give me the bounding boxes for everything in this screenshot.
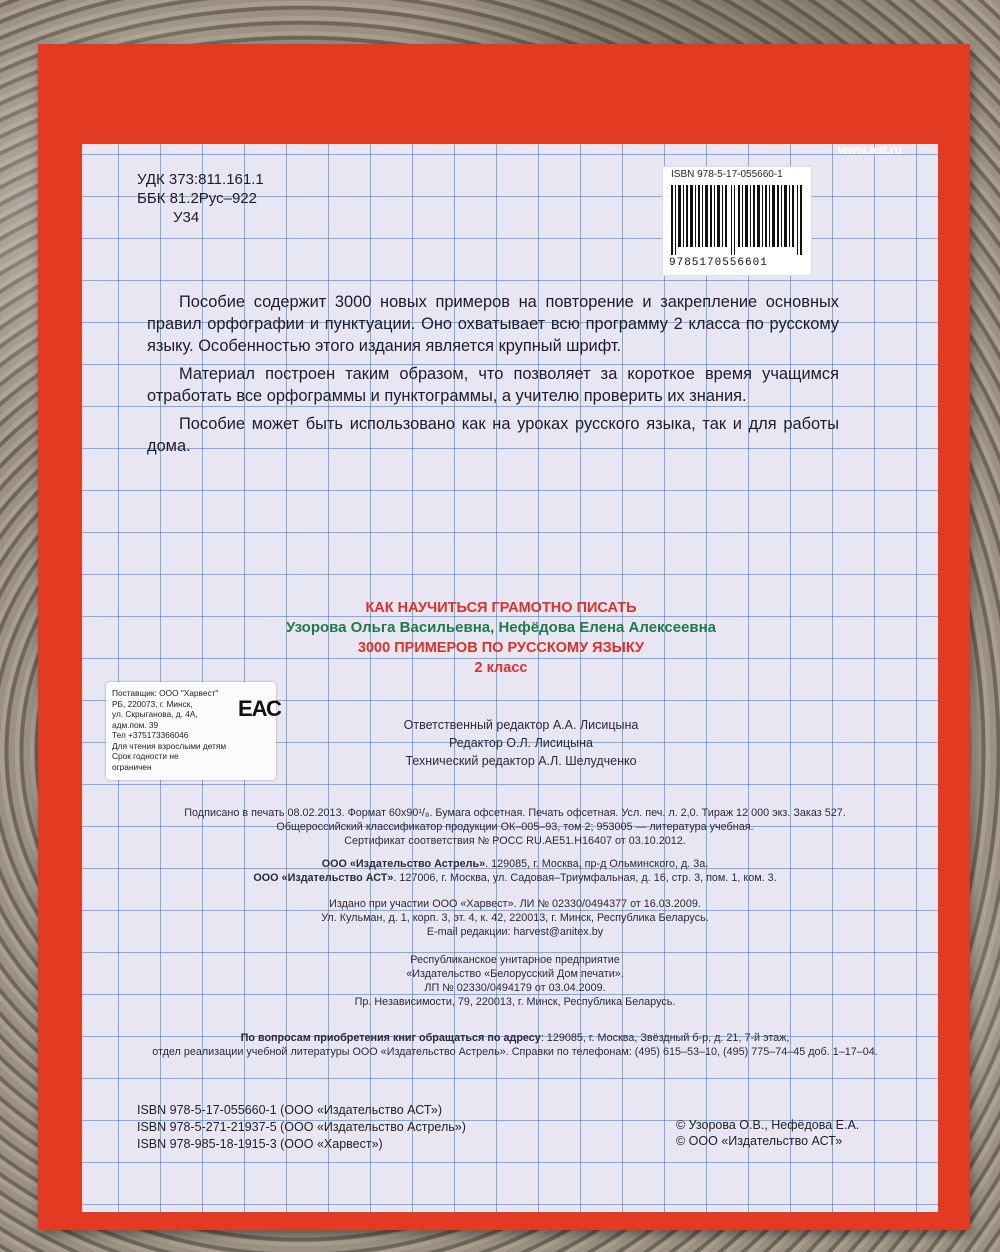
site-url: www.ast.ru bbox=[838, 143, 902, 157]
barcode-icon bbox=[671, 185, 803, 255]
sticker-line: РБ, 220073, г. Минск, bbox=[112, 698, 193, 709]
orders-line bbox=[150, 1031, 880, 1045]
orders-info bbox=[150, 1031, 880, 1059]
print-line: Общероссийский классификатор продукции ОК–005–93, том 2; 953005 — литература учебная. bbox=[276, 821, 754, 833]
barcode-digits: 9785170556601 bbox=[669, 257, 768, 269]
sticker-line: ограничен bbox=[112, 761, 152, 772]
sticker-line: Поставщик: ООО "Харвест" bbox=[112, 688, 219, 698]
editor-line: Ответственный редактор А.А. Лисицына bbox=[403, 718, 639, 732]
sticker-text bbox=[112, 688, 230, 772]
grade: 2 класс bbox=[474, 660, 528, 676]
classification-codes bbox=[137, 170, 264, 227]
orders-line: отдел реализации учебной литературы ООО «Издательство Астрель». Справки по телефонам: (495) 615–53–10, (495) 775–74–45 доб. 1–17–04. bbox=[152, 1046, 878, 1058]
authors: Узорова Ольга Васильевна, Нефёдова Елена Алексеевна bbox=[285, 619, 717, 636]
harvest-line: Ул. Кульман, д. 1, корп. 3, эт. 4, к. 42, 220013, г. Минск, Республика Беларусь. bbox=[321, 912, 709, 924]
description-paragraph: Пособие содержит 3000 новых примеров на повторение и закрепление основных правил орфографии и пунктуации. Оно охватывает всю программу 2 класса по русскому языку. Особенностью этого издания является крупный шрифт. bbox=[147, 293, 839, 355]
publisher-name: ООО «Издательство АСТ» bbox=[253, 872, 394, 884]
sticker-line: Срок годности не bbox=[112, 751, 179, 761]
editor-line: Редактор О.Л. Лисицына bbox=[448, 736, 594, 750]
barcode-block bbox=[662, 166, 812, 276]
copyright-line: © ООО «Издательство АСТ» bbox=[676, 1134, 843, 1148]
print-info bbox=[150, 806, 880, 848]
editor-line: Технический редактор А.Л. Шелудченко bbox=[405, 754, 637, 768]
printer-line: Пр. Независимости, 79, 220013, г. Минск, Республика Беларусь. bbox=[354, 996, 676, 1008]
printer-line: ЛП № 02330/0494179 от 03.04.2009. bbox=[424, 982, 606, 994]
book-title: 3000 ПРИМЕРОВ ПО РУССКОМУ ЯЗЫКУ bbox=[357, 640, 645, 656]
editors-list bbox=[316, 716, 726, 770]
isbn-list bbox=[137, 1102, 466, 1153]
barcode-isbn-label: ISBN 978-5-17-055660-1 bbox=[671, 169, 783, 180]
publisher-address: . 127006, г. Москва, ул. Садовая–Триумфальная, д. 16, стр. 3, пом. 1, ком. 3. bbox=[393, 872, 777, 884]
publishers-info bbox=[150, 857, 880, 885]
description-paragraph: Пособие может быть использовано как на уроках русского языка, так и для работы дома. bbox=[147, 415, 839, 455]
print-line: Сертификат соответствия № РОСС RU.AE51.H16407 от 03.10.2012. bbox=[344, 835, 686, 847]
sticker-line: Для чтения взрослыми детям bbox=[112, 740, 227, 751]
title-block bbox=[236, 598, 766, 678]
isbn-line: ISBN 978-5-271-21937-5 (ООО «Издательство Астрель») bbox=[137, 1120, 466, 1134]
sticker-line: Тел +375173366046 bbox=[112, 730, 189, 740]
printer-line: Республиканское унитарное предприятие bbox=[410, 954, 620, 966]
copyright-line: © Узорова О.В., Нефёдова Е.А. bbox=[676, 1118, 860, 1132]
orders-heading: По вопросам приобретения книг обращаться по адресу bbox=[240, 1032, 541, 1044]
publisher-address: . 129085, г. Москва, пр-д Ольминского, д. 3а. bbox=[485, 858, 709, 870]
sticker-line: ул. Скрыганова, д. 4А, bbox=[112, 709, 198, 719]
isbn-line: ISBN 978-985-18-1915-3 (ООО «Харвест») bbox=[137, 1137, 383, 1151]
description-paragraph: Материал построен таким образом, что позволяет за короткое время учащимся отработать все орфограммы и пунктограммы, а учителю проверить их знания. bbox=[147, 365, 839, 405]
bbk-code: ББК 81.2Рус–922 bbox=[137, 190, 257, 207]
harvest-line: E-mail редакции: harvest@anitex.by bbox=[426, 926, 604, 938]
publisher-name: ООО «Издательство Астрель» bbox=[321, 858, 486, 870]
copyright bbox=[676, 1117, 859, 1149]
udk-code: УДК 373:811.161.1 bbox=[137, 171, 264, 188]
orders-address: : 129085, г. Москва, Звёздный б-р, д. 21, 7-й этаж, bbox=[540, 1032, 790, 1044]
print-line: Подписано в печать 08.02.2013. Формат 60x90¹/₈. Бумага офсетная. Печать офсетная. Усл. печ. л. 2,0. Тираж 12 000 экз. Заказ 527. bbox=[184, 807, 846, 819]
author-mark: У34 bbox=[173, 209, 200, 226]
isbn-line: ISBN 978-5-17-055660-1 (ООО «Издательство АСТ») bbox=[137, 1103, 443, 1117]
supplier-sticker bbox=[106, 682, 281, 780]
printer-line: «Издательство «Белорусский Дом печати». bbox=[406, 968, 624, 980]
publisher-line bbox=[150, 857, 880, 871]
series-title: КАК НАУЧИТЬСЯ ГРАМОТНО ПИСАТЬ bbox=[365, 600, 637, 616]
harvest-info bbox=[150, 897, 880, 939]
sticker-line: адм.пом. 39 bbox=[112, 719, 159, 730]
eac-mark-icon: ЕАС bbox=[238, 696, 281, 721]
publisher-line bbox=[150, 871, 880, 885]
harvest-line: Издано при участии ООО «Харвест». ЛИ № 02330/0494377 от 16.03.2009. bbox=[329, 898, 701, 910]
printer-info bbox=[150, 953, 880, 1009]
book-description bbox=[147, 291, 839, 463]
